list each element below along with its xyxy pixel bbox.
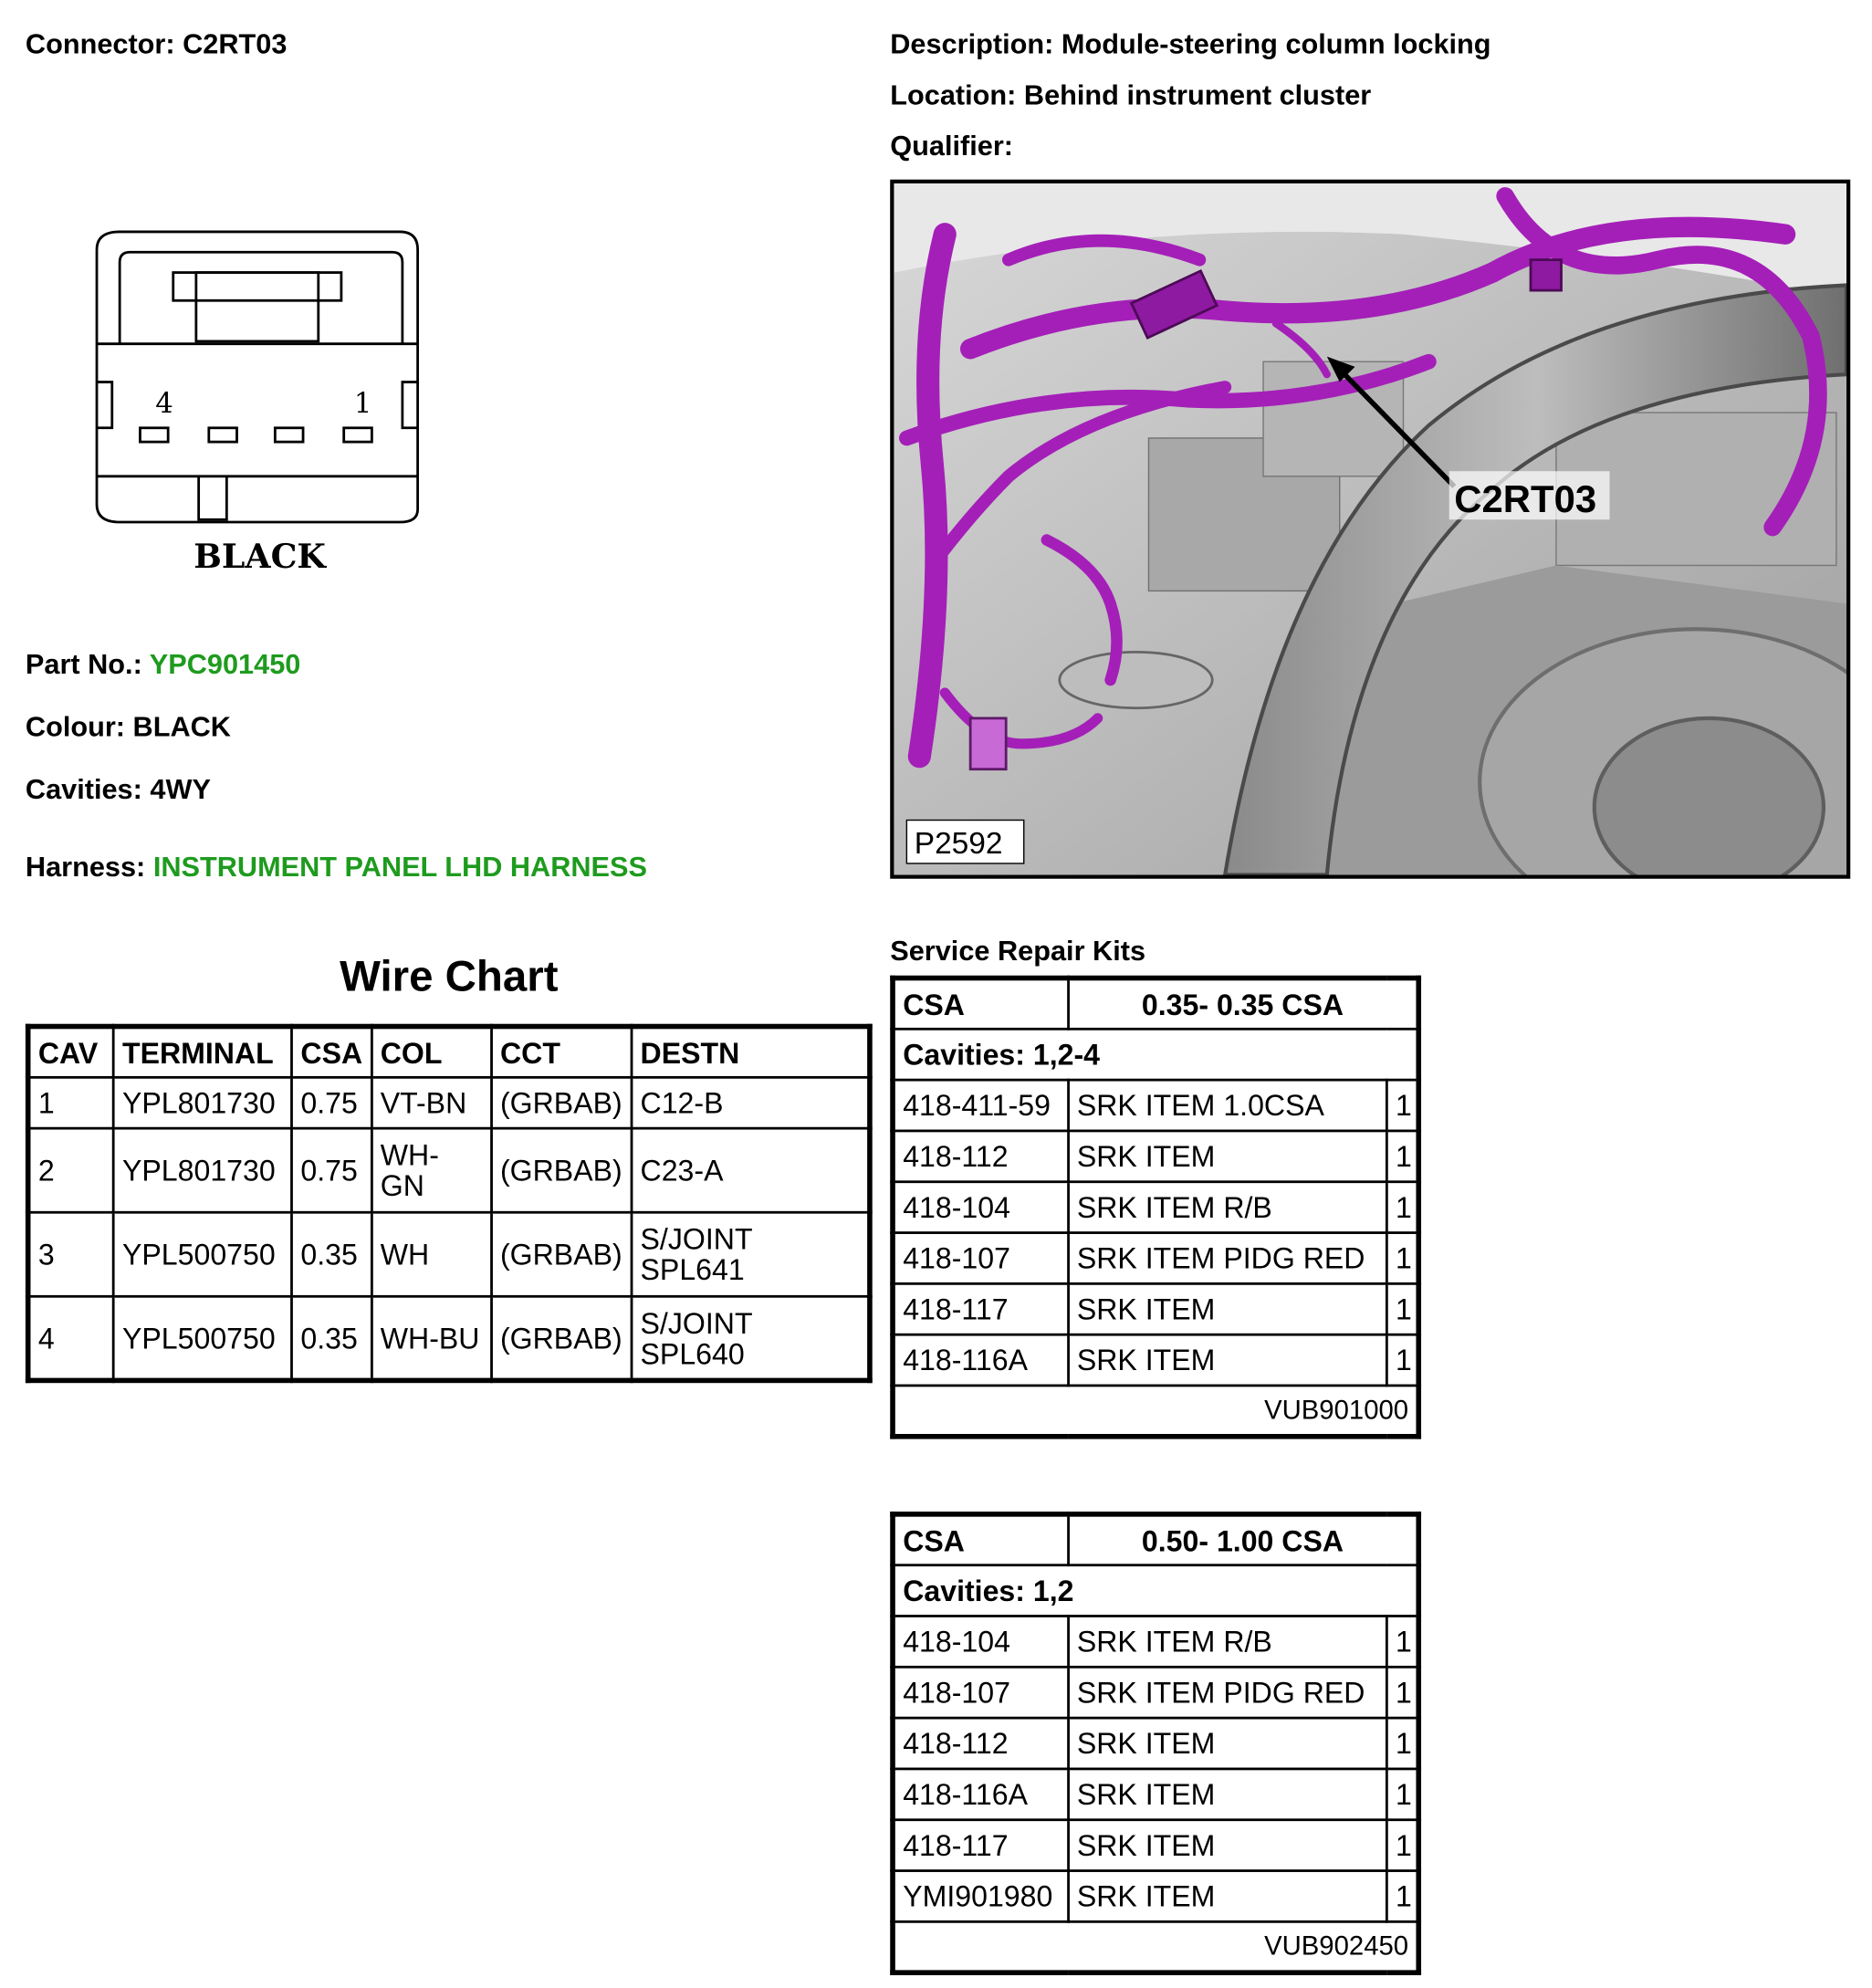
kit-item-desc: SRK ITEM	[1068, 1769, 1386, 1820]
table-row	[28, 1128, 870, 1212]
list-item	[893, 1820, 1418, 1871]
cell-csa: 0.75	[292, 1128, 371, 1212]
col-header-destn: DESTN	[632, 1027, 870, 1078]
part-number-line	[26, 648, 300, 681]
connector-heading	[26, 28, 288, 61]
kit-item-qty: 1	[1386, 1233, 1418, 1284]
location-photo	[890, 180, 1850, 879]
kit-csa-range: 0.35- 0.35 CSA	[1068, 978, 1418, 1030]
wire-chart-header-row	[28, 1027, 870, 1078]
kit-cavities: Cavities: 1,2-4	[893, 1029, 1418, 1080]
kit-cavities: Cavities: 1,2	[893, 1565, 1418, 1617]
location-illustration	[894, 183, 1846, 875]
kit-item-qty: 1	[1386, 1820, 1418, 1871]
col-header-col: COL	[371, 1027, 491, 1078]
kit-item-code: YMI901980	[893, 1871, 1068, 1922]
list-item	[893, 1667, 1418, 1718]
cell-terminal: YPL801730	[113, 1077, 291, 1128]
cell-col: VT-BN	[371, 1077, 491, 1128]
cavities-line	[26, 773, 211, 806]
kit-item-desc: SRK ITEM 1.0CSA	[1068, 1080, 1386, 1131]
cavities-value: 4WY	[150, 772, 211, 805]
cell-csa: 0.35	[292, 1296, 371, 1380]
cell-destn: C12-B	[632, 1077, 870, 1128]
cell-cav: 2	[28, 1128, 114, 1212]
kit-number: VUB901000	[893, 1386, 1418, 1437]
harness-label: Harness:	[25, 850, 146, 883]
list-item	[893, 1718, 1418, 1769]
list-item	[893, 1769, 1418, 1820]
connector-value: C2RT03	[183, 27, 288, 60]
kit-item-qty: 1	[1386, 1769, 1418, 1820]
wire-chart-title: Wire Chart	[340, 952, 559, 1001]
kit-item-code: 418-112	[893, 1718, 1068, 1769]
cell-cav: 3	[28, 1212, 114, 1296]
kit-item-qty: 1	[1386, 1667, 1418, 1718]
list-item	[893, 1233, 1418, 1284]
list-item	[893, 1283, 1418, 1334]
cell-cct: (GRBAB)	[491, 1212, 632, 1296]
kit-footer-row	[893, 1386, 1418, 1437]
connector-label: Connector:	[25, 27, 175, 60]
table-row	[28, 1077, 870, 1128]
harness-line	[26, 851, 647, 884]
kit-item-qty: 1	[1386, 1334, 1418, 1386]
cell-destn: S/JOINT SPL640	[632, 1296, 870, 1380]
repair-kit-table-1	[890, 976, 1421, 1439]
cell-cct: (GRBAB)	[491, 1296, 632, 1380]
connector-colour-caption: BLACK	[193, 537, 326, 577]
location-line	[890, 79, 1371, 112]
part-label: Part No.:	[25, 648, 142, 681]
cell-cav: 1	[28, 1077, 114, 1128]
kit-item-qty: 1	[1386, 1080, 1418, 1131]
location-value: Behind instrument cluster	[1023, 78, 1372, 111]
kit-item-qty: 1	[1386, 1182, 1418, 1233]
kit-item-desc: SRK ITEM	[1068, 1283, 1386, 1334]
description-value: Module-steering column locking	[1061, 27, 1491, 60]
qualifier-label: Qualifier:	[890, 130, 1013, 162]
kit-header-row	[893, 978, 1418, 1030]
kit-item-qty: 1	[1386, 1283, 1418, 1334]
table-row	[28, 1296, 870, 1380]
kit-item-code: 418-112	[893, 1131, 1068, 1182]
kit-item-desc: SRK ITEM	[1068, 1871, 1386, 1922]
cell-cct: (GRBAB)	[491, 1128, 632, 1212]
list-item	[893, 1080, 1418, 1131]
kit-item-desc: SRK ITEM PIDG RED	[1068, 1667, 1386, 1718]
kit-item-code: 418-117	[893, 1283, 1068, 1334]
list-item	[893, 1182, 1418, 1233]
cell-cct: (GRBAB)	[491, 1077, 632, 1128]
part-number-link[interactable]: YPC901450	[149, 648, 301, 681]
kit-number: VUB902450	[893, 1921, 1418, 1972]
location-label: Location:	[890, 78, 1017, 111]
colour-line	[26, 711, 231, 744]
cell-csa: 0.35	[292, 1212, 371, 1296]
cell-destn: C23-A	[632, 1128, 870, 1212]
photo-figure-id: P2592	[914, 826, 1003, 861]
col-header-csa: CSA	[292, 1027, 371, 1078]
cell-destn: S/JOINT SPL641	[632, 1212, 870, 1296]
cell-csa: 0.75	[292, 1077, 371, 1128]
kit-item-code: 418-107	[893, 1667, 1068, 1718]
kit-item-code: 418-104	[893, 1182, 1068, 1233]
photo-callout-label: C2RT03	[1454, 476, 1597, 520]
kit-item-desc: SRK ITEM	[1068, 1131, 1386, 1182]
kit-item-desc: SRK ITEM	[1068, 1820, 1386, 1871]
list-item	[893, 1131, 1418, 1182]
kit-item-code: 418-117	[893, 1820, 1068, 1871]
list-item	[893, 1617, 1418, 1668]
kit-item-qty: 1	[1386, 1718, 1418, 1769]
kit-header-row	[893, 1514, 1418, 1565]
qualifier-line	[890, 130, 1013, 162]
col-header-terminal: TERMINAL	[113, 1027, 291, 1078]
description-line	[890, 28, 1490, 61]
harness-link[interactable]: INSTRUMENT PANEL LHD HARNESS	[152, 850, 647, 883]
col-header-cct: CCT	[491, 1027, 632, 1078]
kit-footer-row	[893, 1921, 1418, 1972]
kit-item-code: 418-116A	[893, 1334, 1068, 1386]
kit-csa-range: 0.50- 1.00 CSA	[1068, 1514, 1418, 1565]
kit-item-desc: SRK ITEM	[1068, 1718, 1386, 1769]
wire-chart-table	[26, 1024, 873, 1383]
kit-item-desc: SRK ITEM R/B	[1068, 1617, 1386, 1668]
kit-item-qty: 1	[1386, 1871, 1418, 1922]
list-item	[893, 1871, 1418, 1922]
kit-item-code: 418-104	[893, 1617, 1068, 1668]
pin-number-left: 4	[155, 388, 173, 421]
cell-col: WH-BU	[371, 1296, 491, 1380]
kit-item-qty: 1	[1386, 1617, 1418, 1668]
list-item	[893, 1334, 1418, 1386]
kit-item-code: 418-411-59	[893, 1080, 1068, 1131]
kit-csa-label: CSA	[893, 1514, 1068, 1565]
kit-item-desc: SRK ITEM PIDG RED	[1068, 1233, 1386, 1284]
kit-csa-label: CSA	[893, 978, 1068, 1030]
kit-item-code: 418-116A	[893, 1769, 1068, 1820]
cell-terminal: YPL500750	[113, 1296, 291, 1380]
kit-cavities-row	[893, 1029, 1418, 1080]
table-row	[28, 1212, 870, 1296]
connector-face-diagram	[77, 216, 446, 586]
pin-number-right: 1	[353, 388, 372, 421]
cell-col: WH	[371, 1212, 491, 1296]
cell-terminal: YPL801730	[113, 1128, 291, 1212]
kit-cavities-row	[893, 1565, 1418, 1617]
service-kits-title: Service Repair Kits	[890, 935, 1146, 967]
colour-label: Colour:	[25, 710, 126, 743]
kit-item-desc: SRK ITEM R/B	[1068, 1182, 1386, 1233]
kit-item-desc: SRK ITEM	[1068, 1334, 1386, 1386]
kit-item-code: 418-107	[893, 1233, 1068, 1284]
col-header-cav: CAV	[28, 1027, 114, 1078]
cavities-label: Cavities:	[25, 772, 142, 805]
colour-value: BLACK	[132, 710, 231, 743]
kit-item-qty: 1	[1386, 1131, 1418, 1182]
description-label: Description:	[890, 27, 1054, 60]
cell-col: WH-GN	[371, 1128, 491, 1212]
cell-cav: 4	[28, 1296, 114, 1380]
repair-kit-table-2	[890, 1512, 1421, 1975]
cell-terminal: YPL500750	[113, 1212, 291, 1296]
